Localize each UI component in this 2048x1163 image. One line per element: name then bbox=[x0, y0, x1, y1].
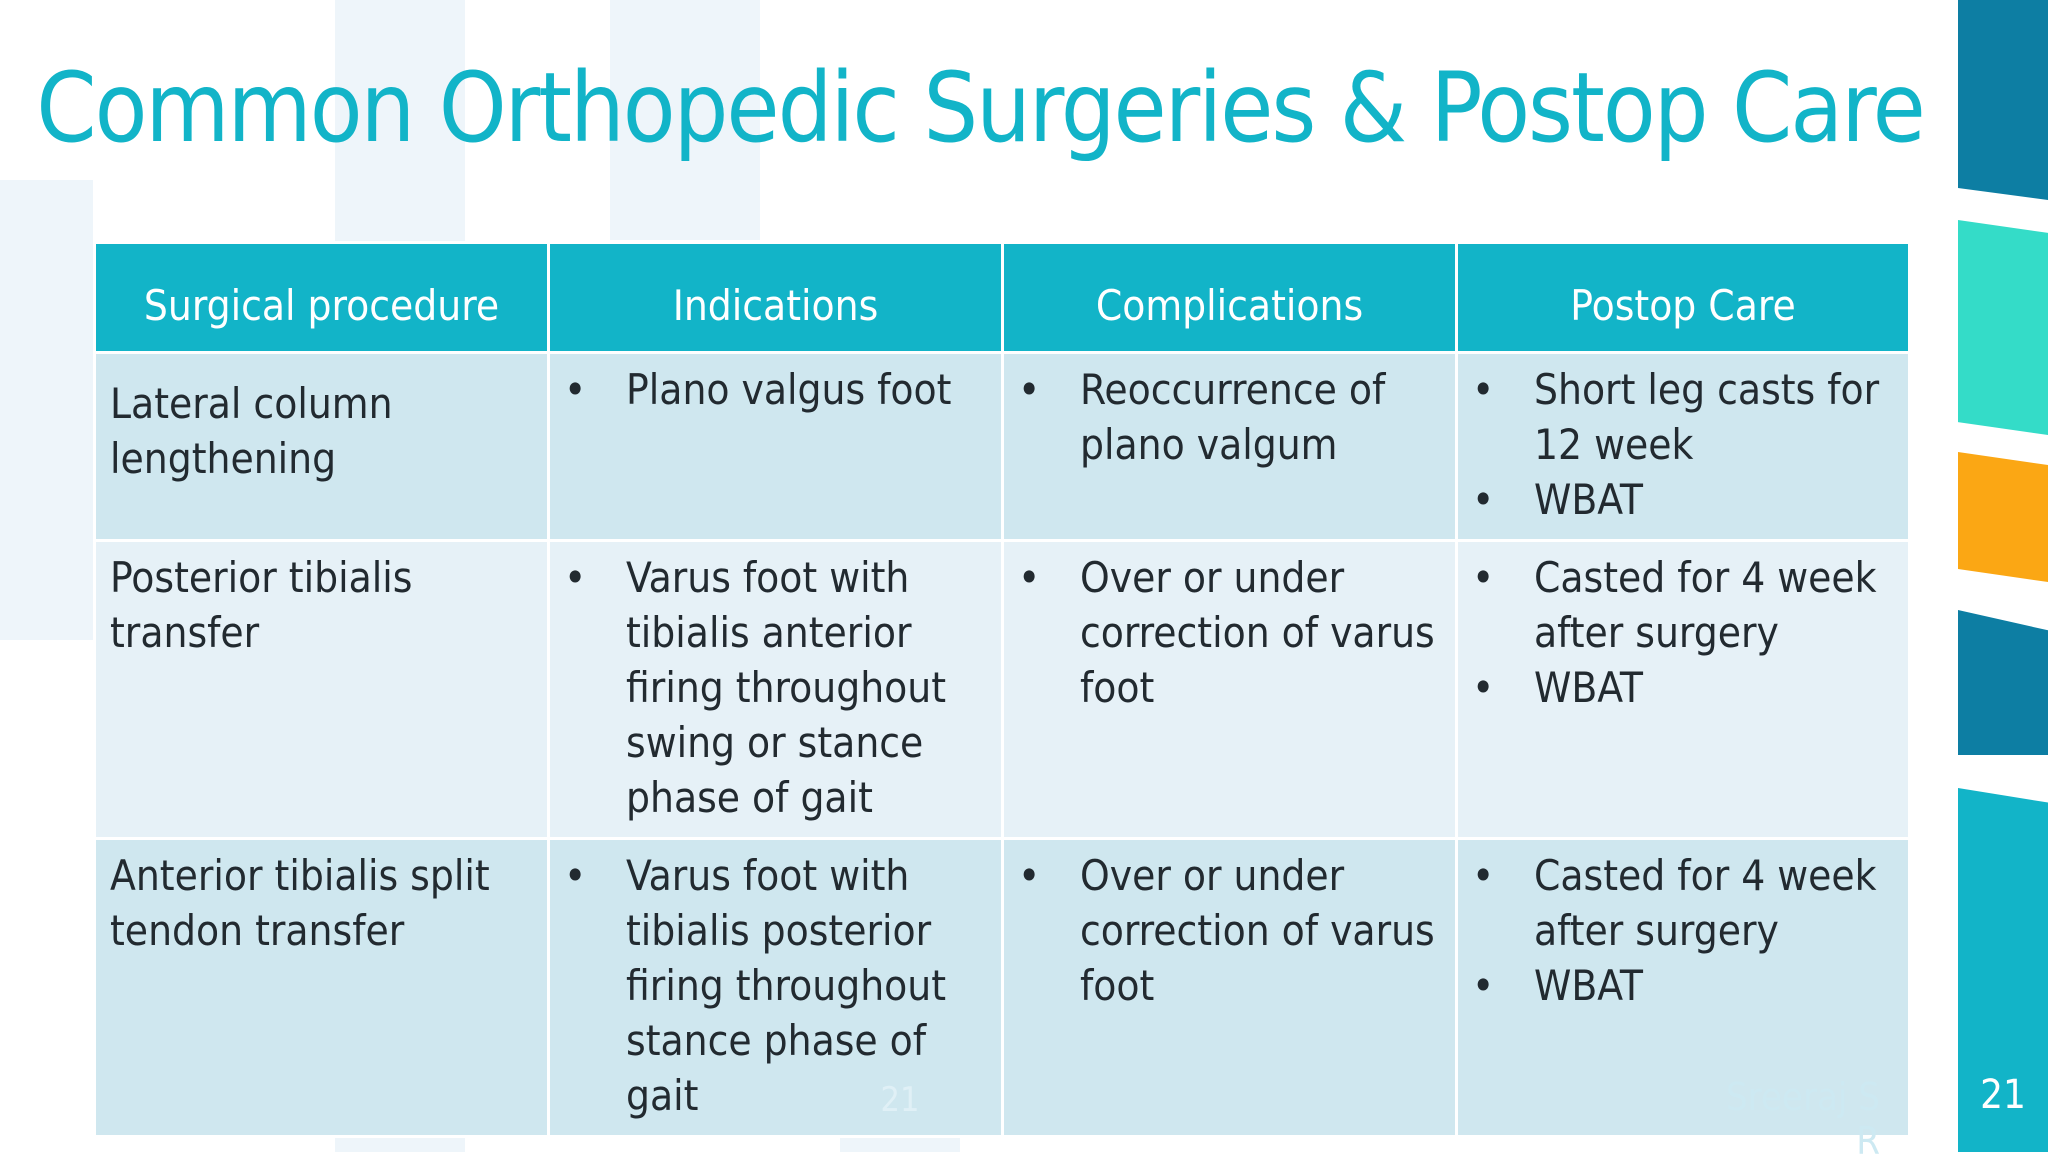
page-number: 21 bbox=[1980, 1072, 2026, 1118]
indication-item: • Varus foot with tibialis anterior firing throughout swing or stance phase of gait bbox=[564, 550, 991, 825]
side-bar-segment-blue-2 bbox=[1958, 610, 2048, 755]
header-surgical-procedure: Surgical procedure bbox=[95, 243, 549, 353]
procedure-name: Lateral column lengthening bbox=[110, 379, 393, 483]
postop-item: • Short leg casts for 12 week bbox=[1472, 362, 1898, 472]
indication-item: • Varus foot with tibialis posterior firing throughout stance phase of gait bbox=[564, 848, 991, 1123]
table-row bbox=[95, 353, 1910, 541]
indications-cell bbox=[549, 541, 1003, 839]
complications-cell bbox=[1003, 839, 1457, 1137]
background-shape bbox=[0, 180, 93, 640]
postop-item: • WBAT bbox=[1472, 958, 1898, 1013]
table-row bbox=[95, 839, 1910, 1137]
procedure-cell bbox=[95, 353, 549, 541]
indications-cell bbox=[549, 353, 1003, 541]
postop-item: • WBAT bbox=[1472, 472, 1898, 527]
complications-cell bbox=[1003, 541, 1457, 839]
procedure-cell bbox=[95, 839, 549, 1137]
complication-item: • Over or under correction of varus foot bbox=[1018, 848, 1445, 1013]
procedure-name: Posterior tibialis transfer bbox=[110, 553, 413, 657]
complications-cell bbox=[1003, 353, 1457, 541]
side-bar-segment-blue bbox=[1958, 0, 2048, 200]
watermark-page-number: 21 bbox=[880, 1080, 920, 1120]
header-postop-care: Postop Care bbox=[1457, 243, 1910, 353]
header-indications: Indications bbox=[549, 243, 1003, 353]
side-bar-segment-orange bbox=[1958, 452, 2048, 582]
procedure-name: Anterior tibialis split tendon transfer bbox=[110, 851, 490, 955]
surgery-table bbox=[93, 241, 1911, 1138]
side-bar-segment-teal bbox=[1958, 220, 2048, 435]
postop-cell bbox=[1457, 541, 1910, 839]
table-row bbox=[95, 541, 1910, 839]
complication-item: • Reoccurrence of plano valgum bbox=[1018, 362, 1445, 472]
complication-item: • Over or under correction of varus foot bbox=[1018, 550, 1445, 715]
table-header-row bbox=[95, 243, 1910, 353]
slide-title: Common Orthopedic Surgeries & Postop Care bbox=[36, 52, 1924, 164]
author-name: Sreeraj S R bbox=[1725, 1075, 1880, 1163]
postop-item: • Casted for 4 week after surgery bbox=[1472, 550, 1898, 660]
postop-cell bbox=[1457, 353, 1910, 541]
postop-item: • WBAT bbox=[1472, 660, 1898, 715]
indication-item: • Plano valgus foot bbox=[564, 362, 991, 417]
postop-item: • Casted for 4 week after surgery bbox=[1472, 848, 1898, 958]
procedure-cell bbox=[95, 541, 549, 839]
header-complications: Complications bbox=[1003, 243, 1457, 353]
